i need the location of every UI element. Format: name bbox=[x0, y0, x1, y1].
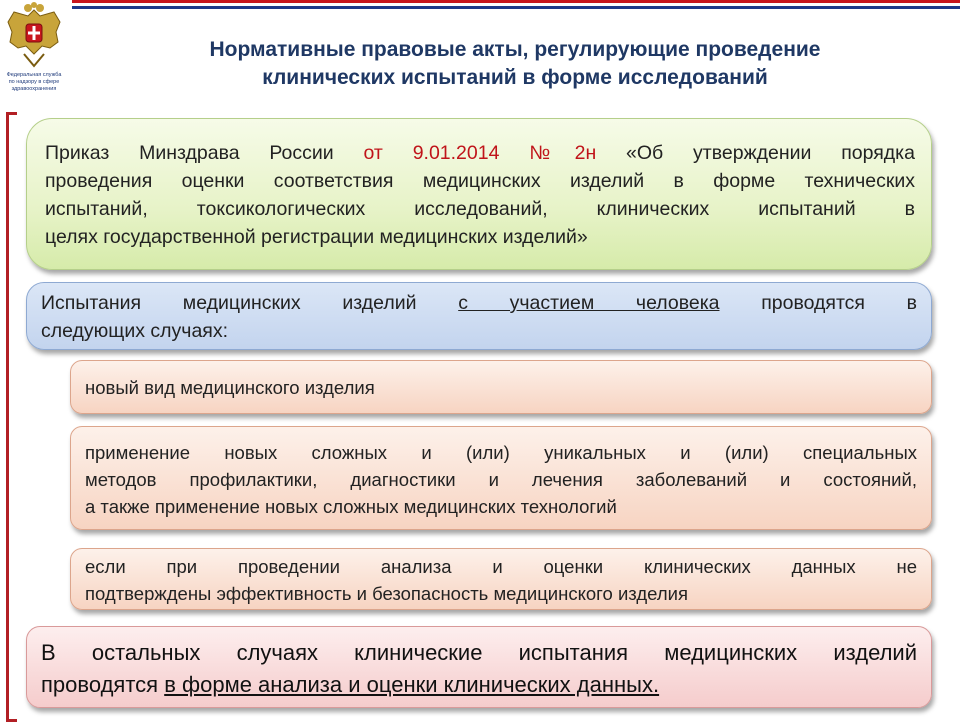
case-text: а также применение новых сложных медицинских технологий bbox=[85, 496, 617, 517]
intro-line: следующих случаях: bbox=[41, 320, 229, 342]
header-stripes bbox=[72, 0, 960, 12]
emblem-caption-line: Федеральная служба bbox=[6, 72, 62, 78]
order-text: «Об утверждении порядка bbox=[626, 142, 915, 164]
left-bracket-decoration bbox=[6, 112, 17, 722]
emblem-caption-line: по надзору в сфере bbox=[8, 79, 60, 85]
order-text: Приказ Минздрава России bbox=[45, 142, 334, 164]
page-title-line: Нормативные правовые акты, регулирующие проведение bbox=[209, 38, 821, 61]
order-line: испытаний, токсикологических исследований, клинических испытаний в bbox=[45, 198, 915, 220]
case-box-not-confirmed bbox=[70, 548, 932, 610]
emblem-caption-line: здравоохранения bbox=[11, 86, 57, 92]
conclusion-underlined-text: в форме анализа и оценки клинических данных. bbox=[164, 672, 660, 697]
case-box-new-device bbox=[70, 360, 932, 414]
conclusion-text: проводятся bbox=[41, 672, 159, 697]
order-line bbox=[45, 139, 915, 167]
order-box bbox=[26, 118, 932, 270]
conclusion-box bbox=[26, 626, 932, 708]
case-box-new-methods bbox=[70, 426, 932, 530]
case-text: применение новых сложных и (или) уникальных и (или) специальных bbox=[85, 442, 917, 463]
emblem-logo bbox=[0, 0, 68, 104]
order-line: целях государственной регистрации медицинских изделий» bbox=[45, 226, 588, 248]
order-line: проведения оценки соответствия медицинских изделий в форме технических bbox=[45, 170, 915, 192]
emblem-caption bbox=[1, 72, 67, 93]
double-eagle-icon bbox=[4, 2, 64, 70]
case-text: новый вид медицинского изделия bbox=[85, 377, 375, 398]
case-text: подтверждены эффективность и безопасность медицинского изделия bbox=[85, 583, 688, 604]
order-date-number: от 9.01.2014 №2н bbox=[363, 142, 597, 164]
conclusion-line bbox=[41, 669, 917, 701]
intro-box bbox=[26, 282, 932, 350]
intro-text: Испытания медицинских изделий bbox=[41, 292, 417, 314]
intro-text: проводятся в bbox=[761, 292, 918, 314]
case-text: если при проведении анализа и оценки клинических данных не bbox=[85, 556, 917, 577]
conclusion-line: В остальных случаях клинические испытания медицинских изделий bbox=[41, 640, 917, 665]
page-title bbox=[100, 36, 930, 92]
case-text: методов профилактики, диагностики и лечения заболеваний и состояний, bbox=[85, 469, 917, 490]
intro-line bbox=[41, 289, 917, 317]
stripe-blue bbox=[72, 6, 960, 9]
intro-underlined-text: с участием человека bbox=[458, 292, 720, 314]
page-title-line: клинических испытаний в форме исследований bbox=[262, 66, 768, 89]
